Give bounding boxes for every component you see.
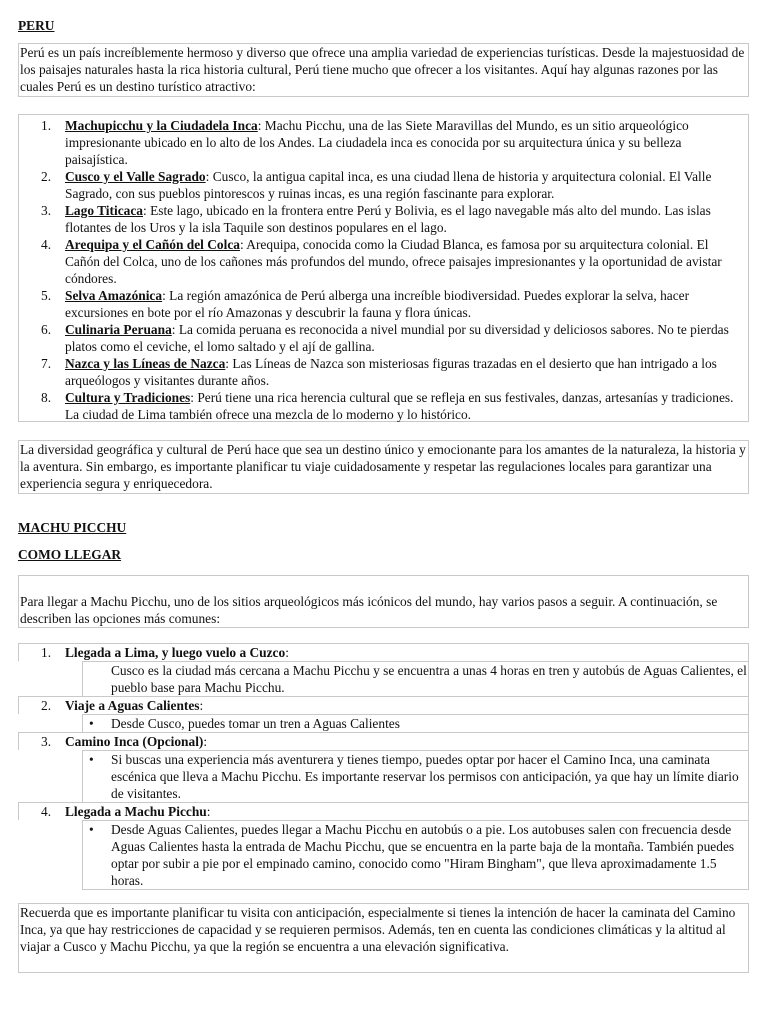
peru-intro-text: Perú es un país increíblemente hermoso y diverso que ofrece una amplia variedad de experiencias turísticas. Desde la majestuosidad de los paisajes naturales hasta la rica historia cultural, Perú tiene mucho que ofrecer a los visitantes. Aquí hay algunas razones por las cuales Perú es un destino turístico atractivo:: [20, 45, 745, 94]
places-ordered-list: [19, 117, 748, 423]
place-number: 2.: [41, 169, 52, 184]
step-colon: :: [285, 645, 289, 660]
place-title: Arequipa y el Cañón del Colca: [65, 237, 240, 252]
step-title: Llegada a Machu Picchu: [65, 804, 207, 819]
place-number: 1.: [41, 118, 52, 133]
peru-closing-paragraph: [18, 440, 749, 494]
step-colon: :: [206, 804, 211, 819]
step-detail: [82, 820, 749, 890]
place-description: : Perú tiene una rica herencia cultural que se refleja en sus festivales, danzas, artesanías y tradiciones. La ciudad de Lima también ofrece una mezcla de lo moderno y lo histórico.: [65, 390, 734, 422]
step-detail-text: Desde Cusco, puedes tomar un tren a Aguas Calientes: [111, 716, 400, 731]
peru-intro-paragraph: [18, 43, 749, 97]
step-item: [18, 643, 749, 661]
step-title: Viaje a Aguas Calientes: [65, 698, 200, 713]
place-number: 6.: [41, 322, 52, 337]
place-description: : La región amazónica de Perú alberga una increíble biodiversidad. Puedes explorar la selva, hacer excursiones en bote por el río Amazonas y descubrir la fauna y flora únicas.: [65, 288, 690, 320]
place-title: Selva Amazónica: [65, 288, 163, 303]
step-detail-text: Cusco es la ciudad más cercana a Machu Picchu y se encuentra a unas 4 horas en tren y autobús de Aguas Calientes, el pueblo base para Machu Picchu.: [111, 663, 747, 695]
place-description: : Las Líneas de Nazca son misteriosas figuras trazadas en el desierto que han intrigado a los arqueólogos y visitantes durante años.: [65, 356, 717, 388]
machu-steps-list: [18, 643, 749, 890]
place-description: : Este lago, ubicado en la frontera entre Perú y Bolivia, es el lago navegable más alto del mundo. Las islas flotantes de los Uros y la isla Taquile son destinos populares en el lago.: [65, 203, 711, 235]
step-colon: :: [203, 734, 208, 749]
step-item: [18, 696, 749, 714]
step-detail-text: Desde Aguas Calientes, puedes llegar a Machu Picchu en autobús o a pie. Los autobuses salen con frecuencia desde Aguas Calientes hasta la entrada de Machu Picchu, que se encuentra en la parte baja de la montaña. También puedes optar por subir a pie por el empinado camino, conocido como "Hiram Bingham", que lleva aproximadamente 1.5 horas.: [111, 822, 735, 888]
step-title: Llegada a Lima, y luego vuelo a Cuzco: [65, 645, 286, 660]
place-number: 4.: [41, 237, 52, 252]
place-item: [41, 117, 748, 168]
step-number: 2.: [41, 698, 52, 713]
place-description: : Machu Picchu, una de las Siete Maravillas del Mundo, es un sitio arqueológico impresionante ubicado en lo alto de los Andes. La ciudadela inca es conocida por su arquitectura única y su belleza paisajística.: [65, 118, 689, 167]
machu-closing-text: Recuerda que es importante planificar tu visita con anticipación, especialmente si tienes la intención de hacer la caminata del Camino Inca, ya que hay restricciones de capacidad y se requieren permisos. Además, ten en cuenta las condiciones climáticas y la altitud al viajar a Cusco y Machu Picchu, ya que la región se encuentra a una elevación significativa.: [20, 905, 736, 954]
step-detail: [82, 750, 749, 802]
machu-intro-paragraph: [18, 575, 749, 628]
place-item: [41, 236, 748, 287]
step-number: 4.: [41, 804, 52, 819]
place-description: : Cusco, la antigua capital inca, es una ciudad llena de historia y arquitectura colonial. El Valle Sagrado, con sus pueblos pintorescos y ruinas incas, es una región fascinante para explorar.: [65, 169, 712, 201]
step-detail: [82, 661, 749, 696]
place-number: 8.: [41, 390, 52, 405]
place-item: [41, 389, 748, 423]
step-detail-text: Si buscas una experiencia más aventurera y tienes tiempo, puedes optar por hacer el Camino Inca, una caminata escénica que lleva a Machu Picchu. Es importante reservar los permisos con anticipación, ya que hay un límite diario de visitantes.: [111, 752, 739, 801]
place-description: : La comida peruana es reconocida a nivel mundial por su diversidad y deliciosos sabores. No te pierdas platos como el ceviche, el lomo saltado y el ají de gallina.: [65, 322, 729, 354]
machu-intro-text: Para llegar a Machu Picchu, uno de los sitios arqueológicos más icónicos del mundo, hay varios pasos a seguir. A continuación, se describen las opciones más comunes:: [20, 594, 718, 626]
peru-closing-text: La diversidad geográfica y cultural de Perú hace que sea un destino único y emocionante para los amantes de la naturaleza, la historia y la aventura. Sin embargo, es importante planificar tu viaje cuidadosamente y respetar las regulaciones locales para garantizar una experiencia segura y enriquecedora.: [20, 442, 746, 491]
place-item: [41, 287, 748, 321]
place-item: [41, 202, 748, 236]
place-title: Cultura y Tradiciones: [65, 390, 191, 405]
machu-heading: MACHU PICCHU: [18, 520, 127, 535]
step-title: Camino Inca (Opcional): [65, 734, 204, 749]
place-number: 5.: [41, 288, 52, 303]
machu-closing-paragraph: [18, 903, 749, 973]
place-title: Machupicchu y la Ciudadela Inca: [65, 118, 258, 133]
place-number: 7.: [41, 356, 52, 371]
place-item: [41, 321, 748, 355]
step-number: 1.: [41, 645, 52, 660]
place-title: Culinaria Peruana: [65, 322, 172, 337]
place-description: : Arequipa, conocida como la Ciudad Blanca, es famosa por su arquitectura colonial. El Cañón del Colca, uno de los cañones más profundos del mundo, ofrece paisajes impresionantes y la oportunidad de avistar cóndores.: [65, 237, 722, 286]
peru-places-list: [18, 114, 749, 422]
step-colon: :: [199, 698, 204, 713]
place-title: Cusco y el Valle Sagrado: [65, 169, 206, 184]
bullet-icon: •: [89, 752, 94, 767]
step-number: 3.: [41, 734, 52, 749]
place-number: 3.: [41, 203, 52, 218]
step-item: [18, 802, 749, 820]
peru-heading: PERU: [18, 18, 55, 33]
como-llegar-heading: COMO LLEGAR: [18, 547, 122, 562]
place-item: [41, 168, 748, 202]
bullet-icon: •: [89, 822, 94, 837]
place-title: Lago Titicaca: [65, 203, 143, 218]
place-item: [41, 355, 748, 389]
bullet-icon: •: [89, 716, 94, 731]
step-detail: [82, 714, 749, 732]
place-title: Nazca y las Líneas de Nazca: [65, 356, 226, 371]
step-item: [18, 732, 749, 750]
